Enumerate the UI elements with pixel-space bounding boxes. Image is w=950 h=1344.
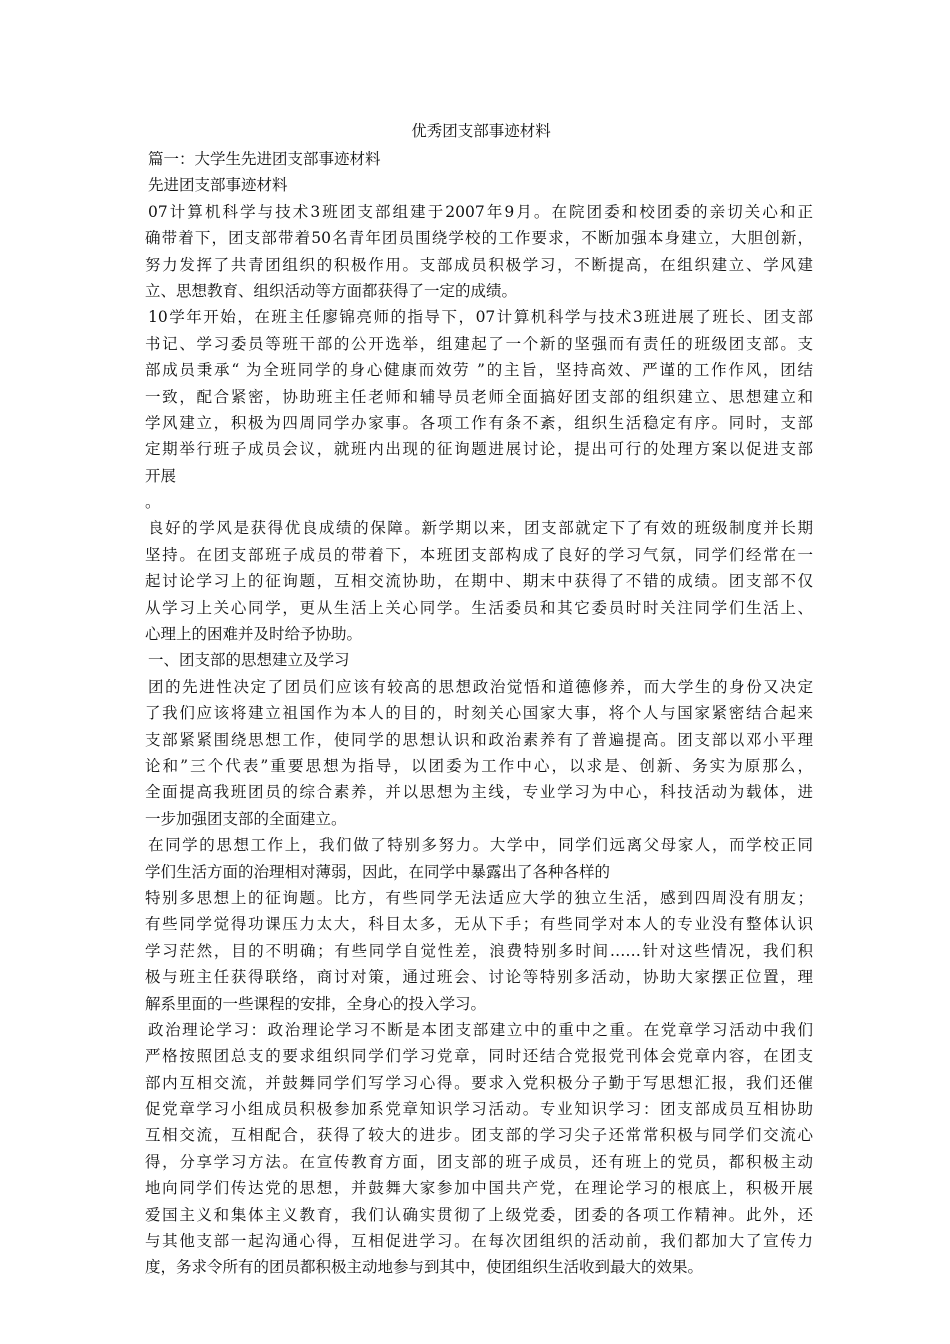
text-line: 一致，配合紧密，协助班主任老师和辅导员老师全面搞好团支部的组织建立、思想建立和 bbox=[145, 387, 813, 406]
text-line: 努力发挥了共青团组织的积极作用。支部成员积极学习，不断提高，在组织建立、学风建 bbox=[145, 255, 813, 274]
text-line: 先进团支部事迹材料 bbox=[148, 176, 288, 195]
text-line: 有些同学觉得功课压力太大，科目太多，无从下手；有些同学对本人的专业没有整体认识 bbox=[145, 915, 813, 934]
text-line: 极与班主任获得联络，商讨对策，通过班会、讨论等特别多活动，协助大家摆正位置，理 bbox=[145, 968, 813, 987]
text-line: 良好的学风是获得优良成绩的保障。新学期以来，团支部就定下了有效的班级制度并长期 bbox=[148, 519, 813, 538]
text-line: 政治理论学习：政治理论学习不断是本团支部建立中的重中之重。在党章学习活动中我们 bbox=[148, 1020, 813, 1039]
text-line: 定期举行班子成员会议，就班内出现的征询题进展讨论，提出可行的处理方案以促进支部 bbox=[145, 440, 813, 459]
text-line: 开展 bbox=[145, 466, 177, 485]
text-line: 特别多思想上的征询题。比方，有些同学无法适应大学的独立生活，感到四周没有朋友； bbox=[145, 888, 813, 907]
text-line: 促党章学习小组成员积极参加系党章知识学习活动。专业知识学习：团支部成员互相协助 bbox=[145, 1100, 813, 1119]
text-line: 从学习上关心同学，更从生活上关心同学。生活委员和其它委员时时关注同学们生活上、 bbox=[145, 598, 813, 617]
text-line: 度，务求令所有的团员都积极主动地参与到其中，使团组织生活收到最大的效果。 bbox=[145, 1258, 704, 1277]
text-line: 部成员秉承“ 为全班同学的身心健康而效劳 ”的主旨，坚持高效、严谨的工作作风，团结 bbox=[145, 361, 813, 380]
text-line: 篇一：大学生先进团支部事迹材料 bbox=[148, 150, 381, 168]
text-line: 爱国主义和集体主义教育，我们认确实贯彻了上级党委，团委的各项工作精神。此外，还 bbox=[145, 1205, 813, 1224]
text-line: 部内互相交流，并鼓舞同学们写学习心得。要求入党积极分子勤于写思想汇报，我们还催 bbox=[145, 1073, 813, 1092]
text-line: 与其他支部一起沟通心得，互相促进学习。在每次团组织的活动前，我们都加大了宣传力 bbox=[145, 1232, 813, 1251]
text-line: 坚持。在团支部班子成员的带着下，本班团支部构成了良好的学习气氛，同学们经常在一 bbox=[145, 545, 813, 564]
text-line: 确带着下，团支部带着50名青年团员围绕学校的工作要求，不断加强本身建立，大胆创新， bbox=[145, 229, 813, 248]
text-line: 全面提高我班团员的综合素养，并以思想为主线，专业学习为中心，科技活动为载体，进 bbox=[145, 783, 813, 802]
text-line: 支部紧紧围绕思想工作，使同学的思想认识和政治素养有了普遍提高。团支部以邓小平理 bbox=[145, 730, 813, 749]
text-line: 在同学的思想工作上，我们做了特别多努力。大学中，同学们远离父母家人，而学校正同 bbox=[148, 836, 813, 855]
text-line: 心理上的困难并及时给予协助。 bbox=[145, 625, 363, 644]
text-line: 10学年开始，在班主任廖锦亮师的指导下，07计算机科学与技术3班进展了班长、团支部 bbox=[148, 308, 813, 327]
text-line: 严格按照团总支的要求组织同学们学习党章，同时还结合党报党刊体会党章内容，在团支 bbox=[145, 1047, 813, 1066]
text-line: 07计算机科学与技术3班团支部组建于2007年9月。在院团委和校团委的亲切关心和正 bbox=[148, 202, 813, 221]
text-line: 学习茫然，目的不明确；有些同学自觉性差，浪费特别多时间……针对这些情况，我们积 bbox=[145, 941, 813, 960]
text-line: 起讨论学习上的征询题，互相交流协助，在期中、期末中获得了不错的成绩。团支部不仅 bbox=[145, 572, 813, 591]
text-line: 得，分享学习方法。在宣传教育方面，团支部的班子成员，还有班上的党员，都积极主动 bbox=[145, 1152, 813, 1171]
text-line: 团的先进性决定了团员们应该有较高的思想政治觉悟和道德修养，而大学生的身份又决定 bbox=[148, 677, 813, 696]
text-line: 学们生活方面的治理相对薄弱，因此，在同学中暴露出了各种各样的 bbox=[145, 862, 611, 881]
text-line: 论和”三个代表”重要思想为指导，以团委为工作中心，以求是、创新、务实为原那么， bbox=[145, 756, 813, 775]
text-line: 立、思想教育、组织活动等方面都获得了一定的成绩。 bbox=[145, 281, 518, 300]
document-page bbox=[145, 118, 813, 1281]
text-line: 书记、学习委员等班干部的公开选举，组建起了一个新的坚强而有责任的班级团支部。支 bbox=[145, 334, 813, 353]
text-line: 互相交流，互相配合，获得了较大的进步。团支部的学习尖子还常常积极与同学们交流心 bbox=[145, 1126, 813, 1145]
text-line: 地向同学们传达党的思想，并鼓舞大家参加中国共产党，在理论学习的根底上，积极开展 bbox=[145, 1179, 813, 1198]
text-line: 。 bbox=[145, 493, 161, 512]
text-line: 学风建立，积极为四周同学办家事。各项工作有条不紊，组织生活稳定有序。同时，支部 bbox=[145, 413, 813, 432]
document-body bbox=[145, 146, 813, 1281]
text-line: 解系里面的一些课程的安排，全身心的投入学习。 bbox=[145, 994, 487, 1013]
text-line: 了我们应该将建立祖国作为本人的目的，时刻关心国家大事，将个人与国家紧密结合起来 bbox=[145, 704, 813, 723]
text-line: 一步加强团支部的全面建立。 bbox=[145, 809, 347, 828]
text-line: 一、团支部的思想建立及学习 bbox=[148, 651, 350, 670]
document-title: 优秀团支部事迹材料 bbox=[411, 122, 551, 140]
